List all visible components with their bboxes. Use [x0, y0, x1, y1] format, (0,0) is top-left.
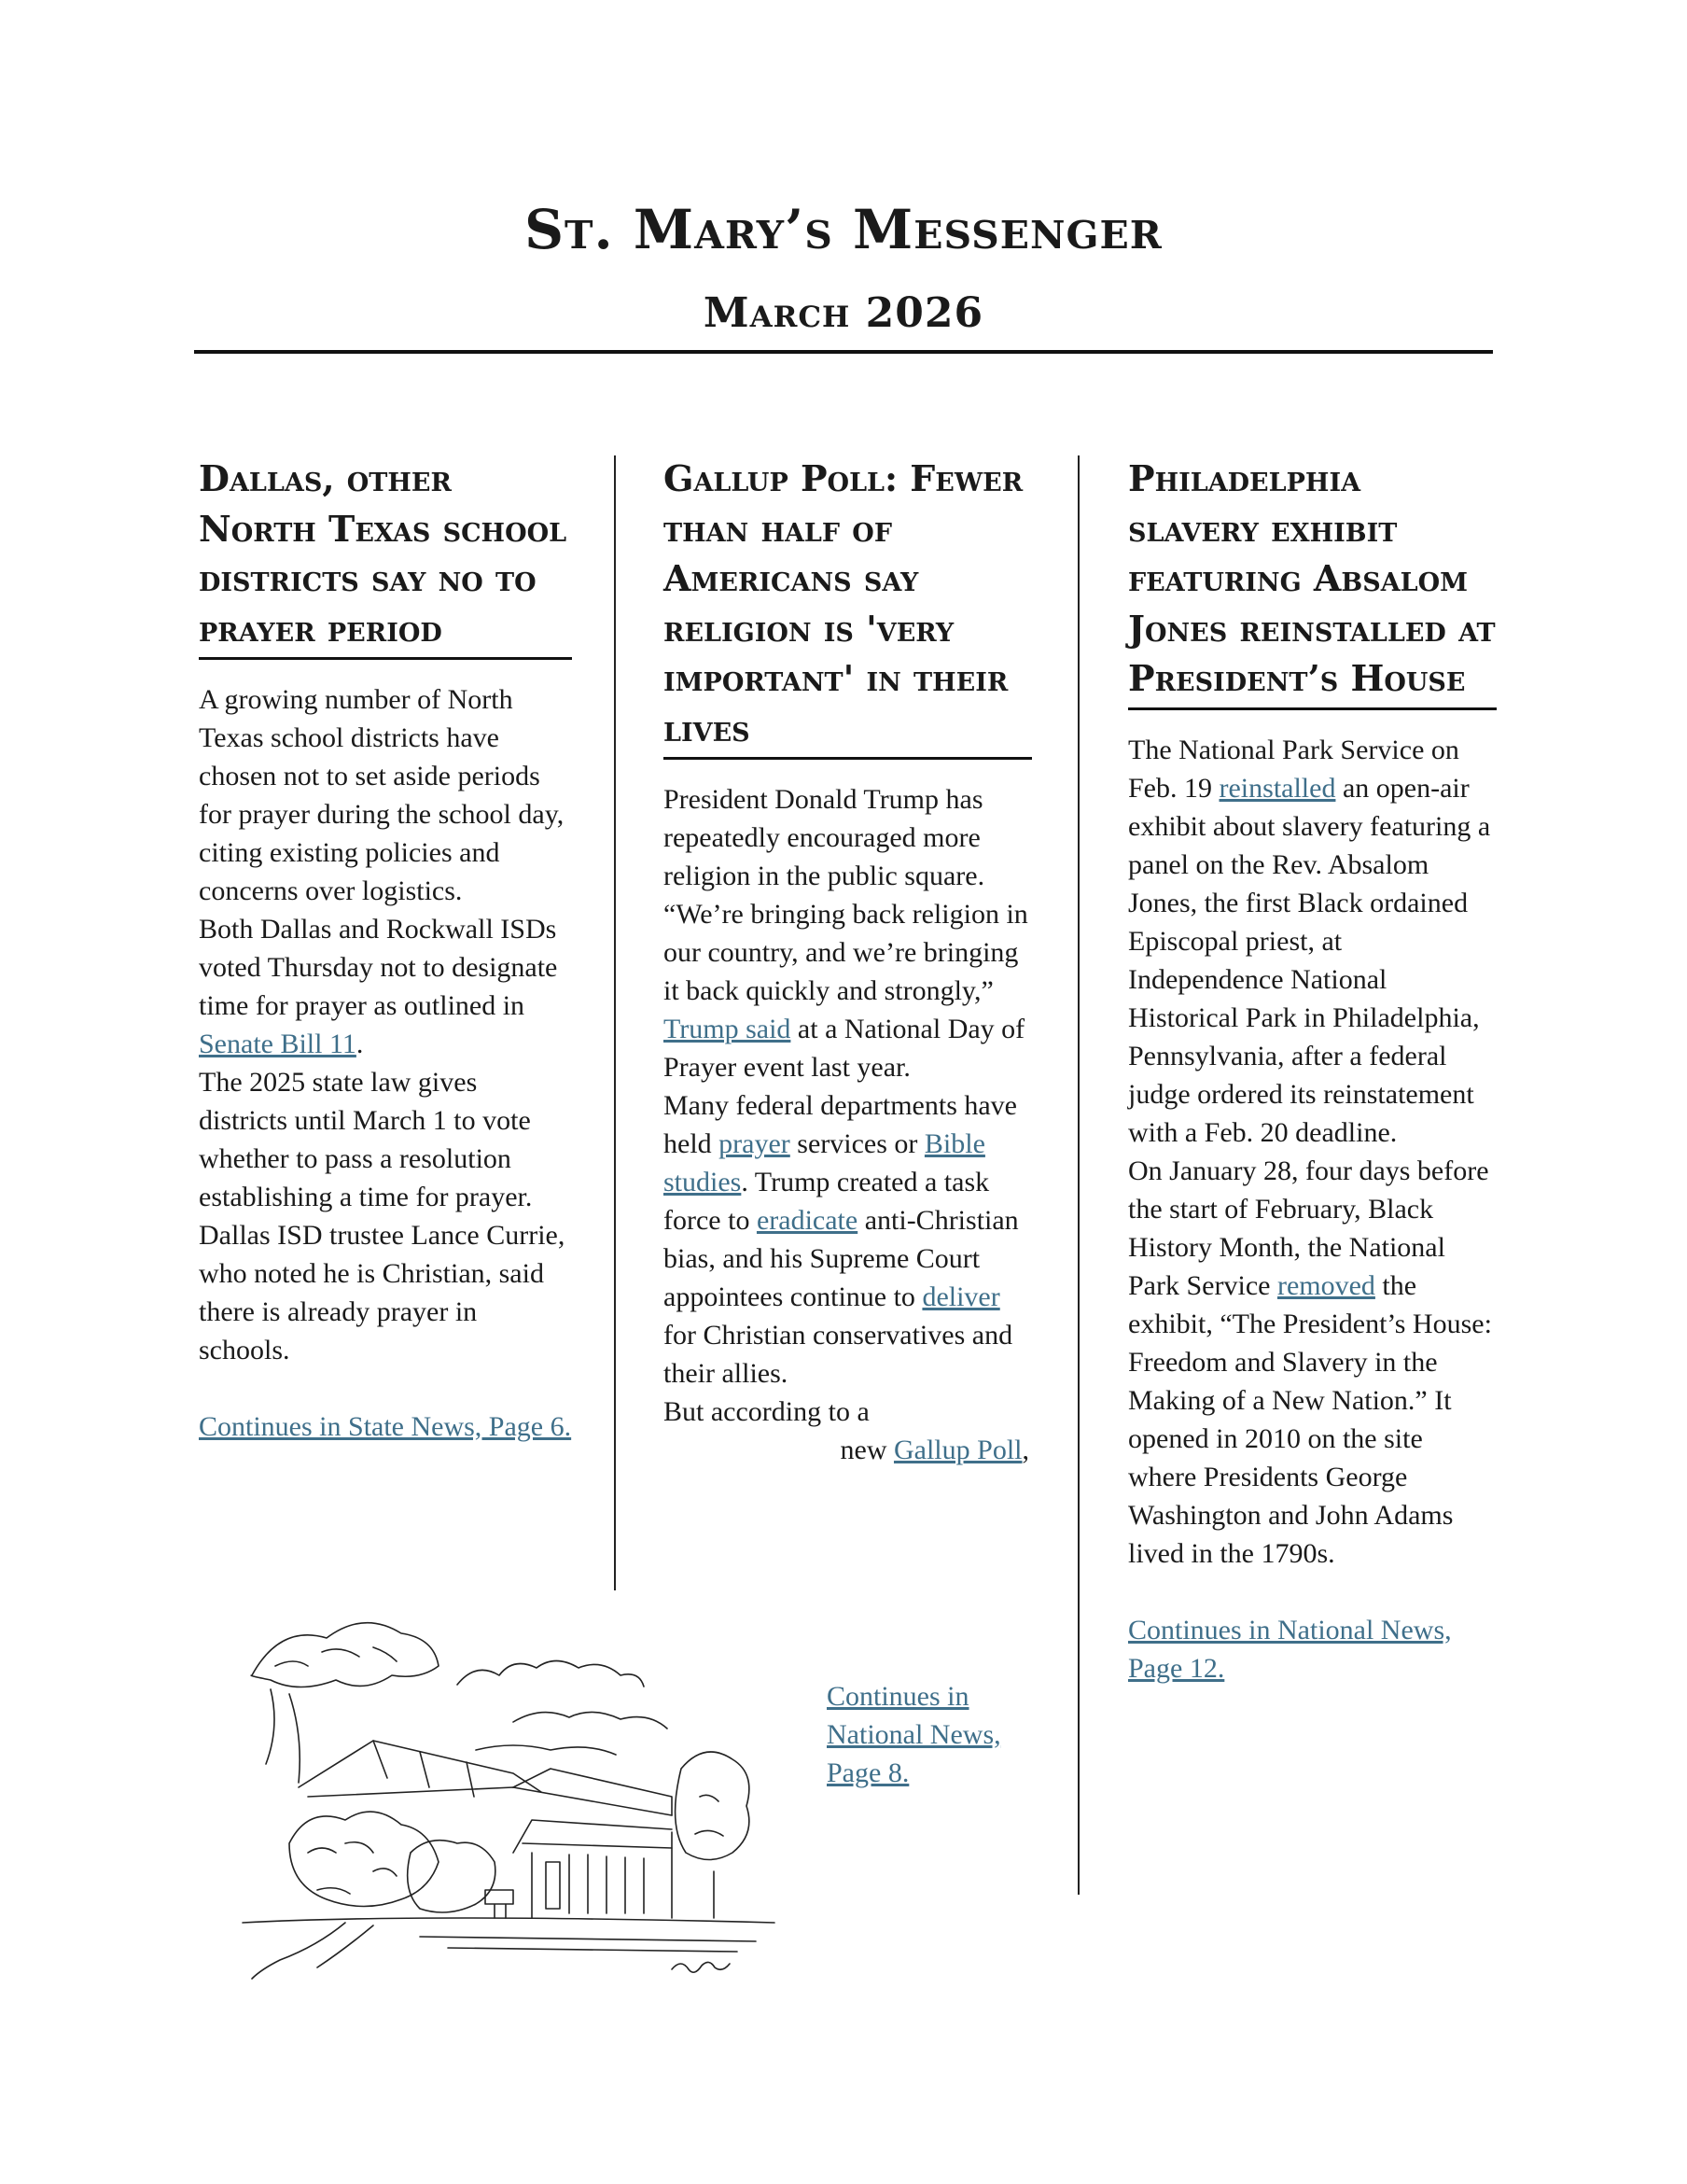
issue-date: March 2026: [703, 289, 984, 337]
senate-bill-11-link[interactable]: Senate Bill 11: [199, 1029, 356, 1059]
article-3: [1128, 454, 1497, 1687]
article-2-paragraph-1: [663, 780, 1029, 1086]
text-run: the exhibit, “The President’s House: Freedom and Slavery in the Making of a New Nation.” It opened in 2010 on the site where Presidents George Washington and John Adams lived in the 1790s.: [1128, 1269, 1492, 1569]
trump-said-link[interactable]: Trump said: [663, 1014, 791, 1044]
text-run: new: [840, 1435, 894, 1465]
article-3-body: [1128, 710, 1497, 1687]
text-run: ,: [1022, 1435, 1029, 1465]
article-1-continue: [199, 1407, 572, 1446]
article-2-headline: Gallup Poll: Fewer than half of Americans say religion is 'very important' in their lives: [663, 454, 1032, 760]
church-sketch-illustration: [233, 1610, 784, 1988]
eradicate-link[interactable]: eradicate: [756, 1205, 858, 1236]
column-divider-2: [1078, 455, 1080, 1895]
article-1-paragraph-2: [199, 910, 572, 1063]
text-run: President Donald Trump has repeatedly encouraged more religion in the public square. “We’re bringing back religion in our country, and we’re bringing it back quickly and strongly,”: [663, 784, 1028, 1006]
article-1-paragraph-1: A growing number of North Texas school districts have chosen not to set aside periods for prayer during the school day, citing existing policies and concerns over logistics.: [199, 684, 565, 906]
article-1-body: [199, 660, 572, 1446]
article-1-paragraph-3: The 2025 state law gives districts until March 1 to vote whether to pass a resolution establishing a time for prayer.: [199, 1067, 533, 1212]
text-run: at a National Day of Prayer event last year.: [663, 1014, 1025, 1083]
column-divider-1: [614, 455, 616, 1590]
article-1-paragraph-4: Dallas ISD trustee Lance Currie, who noted he is Christian, said there is already prayer in schools.: [199, 1220, 565, 1365]
article-2-paragraph-3: But according to a: [663, 1396, 870, 1427]
text-run: On January 28, four days before the start of February, Black History Month, the National Park Service: [1128, 1155, 1489, 1301]
article-2: [663, 454, 1032, 1469]
bible-studies-link[interactable]: Bible studies: [663, 1128, 985, 1197]
text-run: . Trump created a task force to: [663, 1167, 990, 1236]
article-2-paragraph-2: [663, 1086, 1029, 1393]
newsletter-title: St. Mary’s Messenger: [524, 198, 1163, 261]
text-run: The National Park Service on Feb. 19: [1128, 734, 1459, 804]
masthead-divider: [194, 350, 1493, 354]
article-3-paragraph-2: [1128, 1152, 1497, 1573]
text-run: Both Dallas and Rockwall ISDs voted Thursday not to designate time for prayer as outlined in: [199, 914, 558, 1021]
article-3-paragraph-1: [1128, 731, 1497, 1152]
removed-link[interactable]: removed: [1276, 1269, 1375, 1301]
continue-state-news-link[interactable]: Continues in State News, Page 6.: [199, 1411, 572, 1442]
text-run: Many federal departments have held: [663, 1090, 1017, 1159]
text-run: for Christian conservatives and their allies.: [663, 1320, 1013, 1389]
article-2-paragraph-4: [663, 1431, 1029, 1469]
gallup-poll-link[interactable]: Gallup Poll: [893, 1435, 1023, 1465]
continue-national-news-12-link[interactable]: Continues in National News, Page 12.: [1128, 1614, 1452, 1684]
article-1: [199, 454, 572, 1446]
article-2-continue: [827, 1677, 1032, 1792]
deliver-link[interactable]: deliver: [922, 1281, 1000, 1312]
article-1-headline: Dallas, other North Texas school districts say no to prayer period: [199, 454, 572, 660]
continue-national-news-8-link[interactable]: Continues in National News, Page 8.: [827, 1681, 1001, 1788]
article-3-headline: Philadelphia slavery exhibit featuring Absalom Jones reinstalled at President’s House: [1128, 454, 1497, 710]
text-run: services or: [789, 1128, 925, 1159]
prayer-link[interactable]: prayer: [718, 1128, 790, 1159]
text-run: anti-Christian bias, and his Supreme Court appointees continue to: [663, 1205, 1019, 1312]
reinstalled-link[interactable]: reinstalled: [1219, 772, 1336, 804]
article-3-continue: [1128, 1611, 1497, 1687]
text-run: an open-air exhibit about slavery featuring a panel on the Rev. Absalom Jones, the first Black ordained Episcopal priest, at Independence National Historical Park in Philadelphia, Pennsylvania, after a federal judge ordered its reinstatement with a Feb. 20 deadline.: [1128, 772, 1491, 1148]
text-run: .: [356, 1029, 364, 1059]
article-2-body: [663, 760, 1029, 1469]
